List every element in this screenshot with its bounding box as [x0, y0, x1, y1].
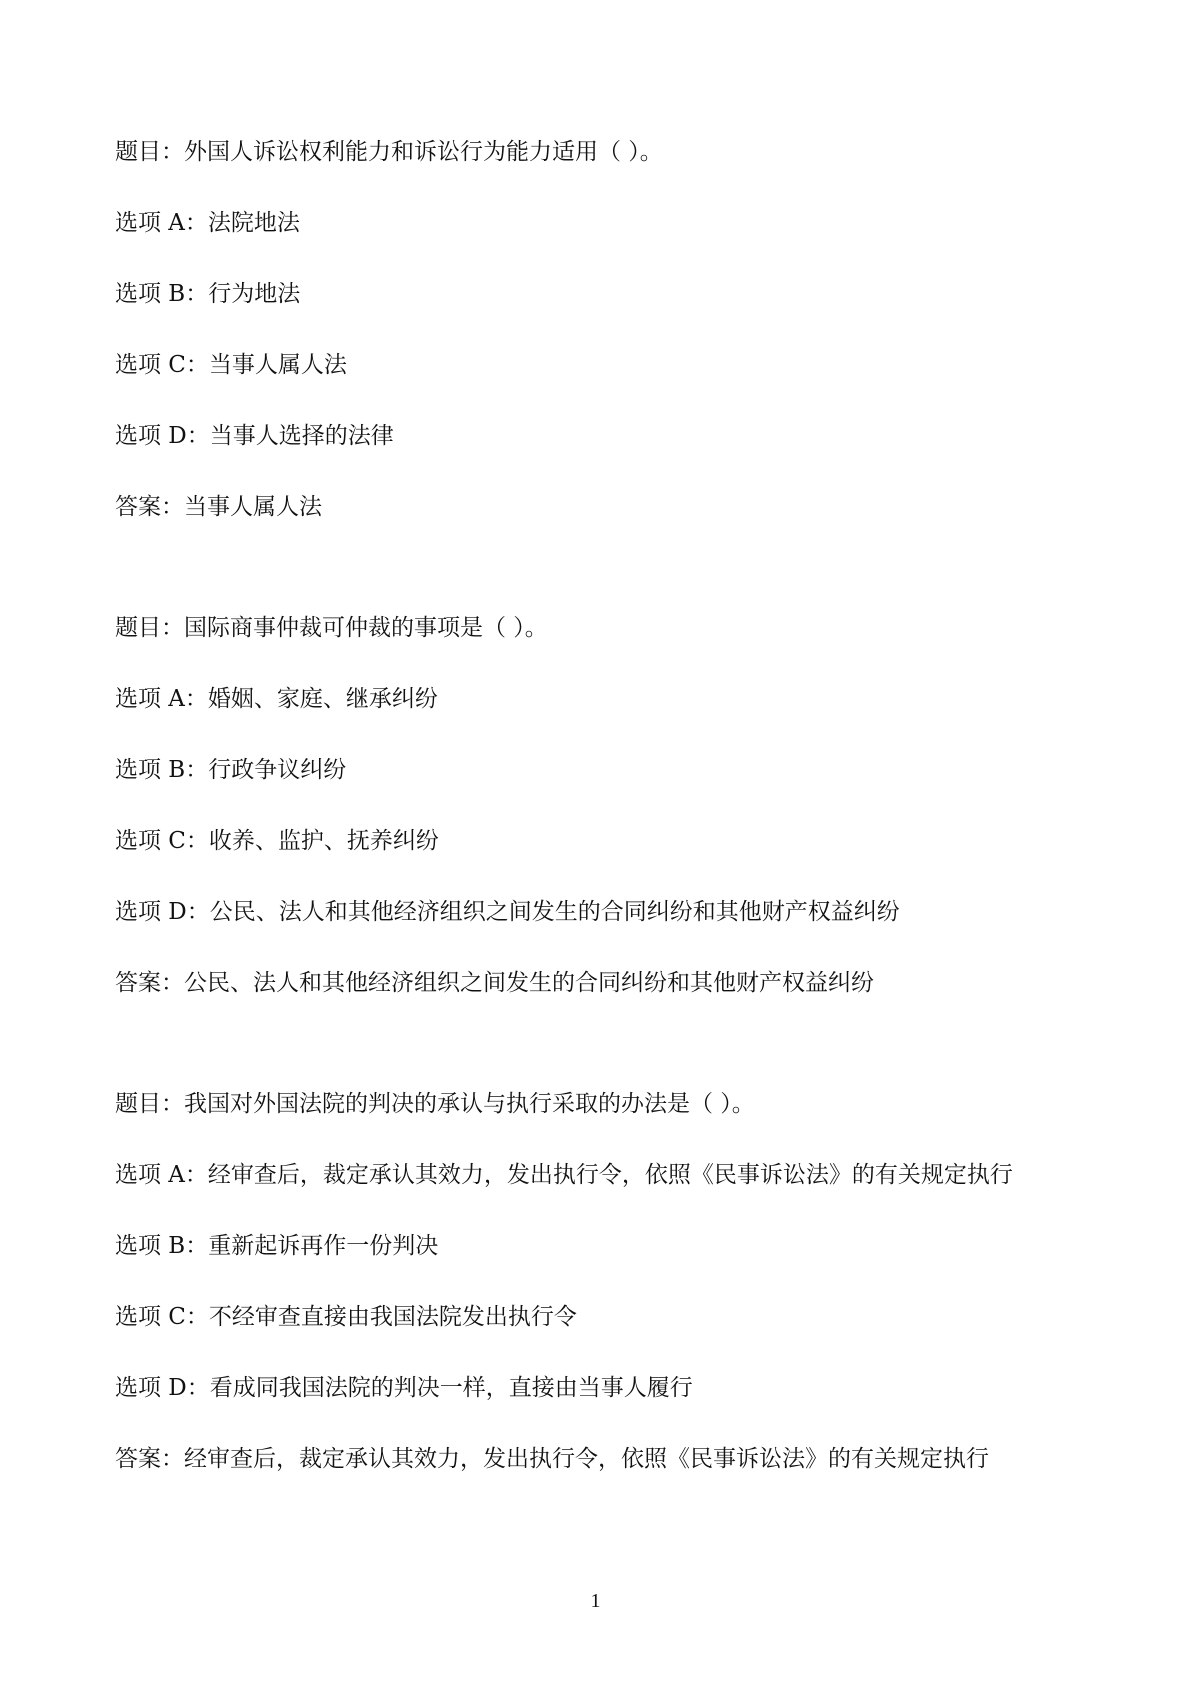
answer: 答案：经审查后，裁定承认其效力，发出执行令，依照《民事诉讼法》的有关规定执行 [115, 1446, 989, 1472]
option-c: 选项 C：收养、监护、抚养纠纷 [115, 828, 439, 854]
question-block [115, 1080, 1115, 1506]
question-title: 题目：我国对外国法院的判决的承认与执行采取的办法是（ ）。 [115, 1091, 755, 1117]
question-title: 题目：国际商事仲裁可仲裁的事项是（ ）。 [115, 615, 548, 641]
page-number: 1 [590, 1590, 601, 1612]
option-b: 选项 B：重新起诉再作一份判决 [115, 1233, 439, 1259]
option-b: 选项 B：行政争议纠纷 [115, 757, 347, 783]
option-a: 选项 A：婚姻、家庭、继承纠纷 [115, 686, 438, 712]
question-block [115, 128, 1115, 554]
option-d: 选项 D：当事人选择的法律 [115, 423, 394, 449]
option-d: 选项 D：公民、法人和其他经济组织之间发生的合同纠纷和其他财产权益纠纷 [115, 899, 900, 925]
question-title: 题目：外国人诉讼权利能力和诉讼行为能力适用（ ）。 [115, 139, 663, 165]
option-a: 选项 A：法院地法 [115, 210, 300, 236]
question-block [115, 604, 1115, 1030]
option-b: 选项 B：行为地法 [115, 281, 301, 307]
option-d: 选项 D：看成同我国法院的判决一样，直接由当事人履行 [115, 1375, 693, 1401]
answer: 答案：公民、法人和其他经济组织之间发生的合同纠纷和其他财产权益纠纷 [115, 970, 874, 996]
option-a: 选项 A：经审查后，裁定承认其效力，发出执行令，依照《民事诉讼法》的有关规定执行 [115, 1162, 1013, 1188]
option-c: 选项 C：不经审查直接由我国法院发出执行令 [115, 1304, 577, 1330]
option-c: 选项 C：当事人属人法 [115, 352, 347, 378]
answer: 答案：当事人属人法 [115, 494, 322, 520]
